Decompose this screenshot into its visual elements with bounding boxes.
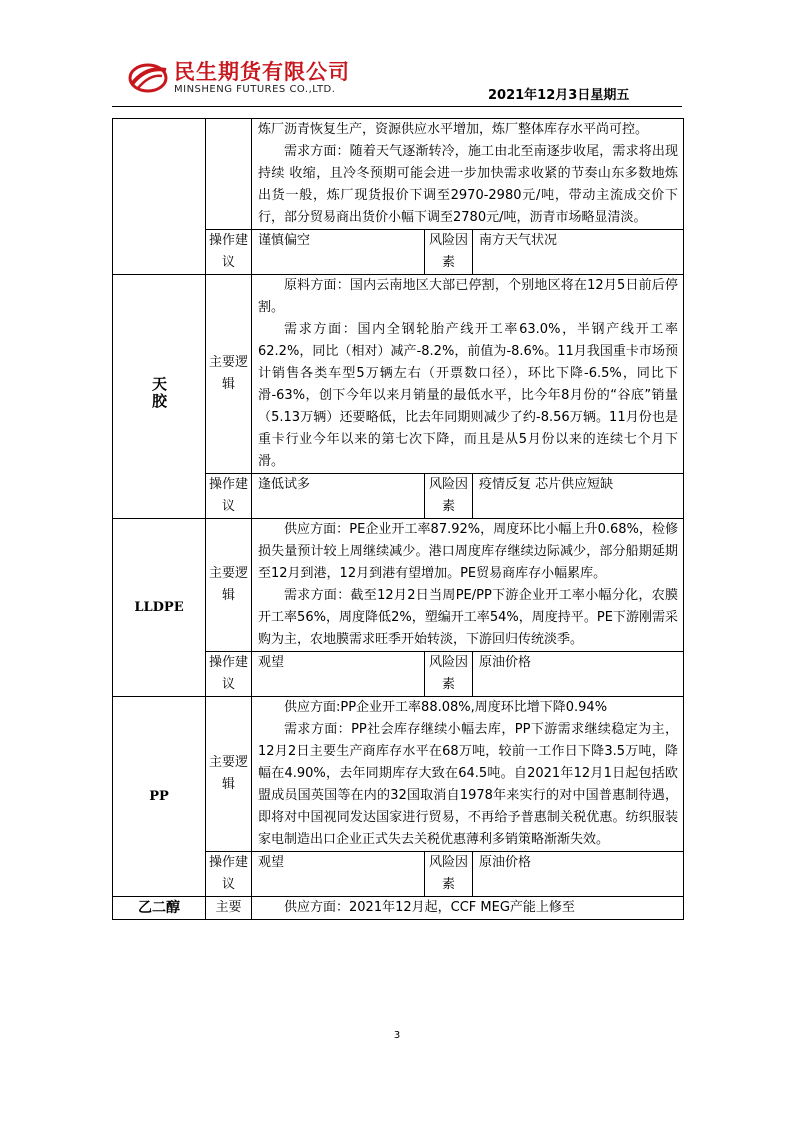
risk-value: 南方天气状况 — [473, 230, 684, 275]
rubber-logic-text — [252, 275, 684, 474]
op-label: 操作建议 — [206, 852, 252, 897]
commodity-table — [112, 118, 684, 920]
commodity-name: 乙二醇 — [113, 897, 206, 920]
lldpe-logic-text — [252, 519, 684, 652]
logic-label: 主要逻辑 — [206, 519, 252, 652]
table-row — [113, 119, 684, 230]
op-label: 操作建议 — [206, 474, 252, 519]
op-value: 谨慎偏空 — [252, 230, 425, 275]
logic-label: 主要逻辑 — [206, 275, 252, 474]
paragraph: 供应方面：PE企业开工率87.92%，周度环比小幅上升0.68%，检修损失量预计较上周继续减少。港口周度库存继续边际减少，部分船期延期至12月到港，12月到港有望增加。PE贸易商库存小幅累库。 — [258, 522, 678, 581]
commodity-cell-empty — [113, 119, 206, 275]
pp-logic-text — [252, 697, 684, 852]
report-date: 2021年12月3日星期五 — [488, 88, 630, 103]
company-name-cn: 民生期货有限公司 — [174, 60, 350, 84]
paragraph: 需求方面：国内全钢轮胎产线开工率63.0%，半钢产线开工率62.2%，同比（相对）减产-8.2%，前值为-8.6%。11月我国重卡市场预计销售各类车型5万辆左右（开票数口径），环比下降-6.5%，同比下滑-63%，创下今年以来月销量的最低水平，比今年8月份的“谷底”销量（5.13万辆）还要略低，比去年同期则减少了约-8.56万辆。11月份也是重卡行业今年以来的第七次下降，而且是从5月份以来的连续七个月下滑。 — [258, 322, 678, 469]
company-logo — [128, 56, 368, 102]
commodity-name: PP — [113, 697, 206, 897]
table-row — [113, 697, 684, 852]
op-value: 观望 — [252, 652, 425, 697]
op-label: 操作建议 — [206, 652, 252, 697]
commodity-name-text: 天胶 — [150, 375, 168, 410]
op-value: 逢低试多 — [252, 474, 425, 519]
risk-label: 风险因素 — [425, 652, 473, 697]
paragraph: 供应方面：2021年12月起，CCF MEG产能上修至 — [284, 900, 575, 915]
paragraph: 原料方面：国内云南地区大部已停割，个别地区将在12月5日前后停割。 — [258, 278, 678, 315]
table-row — [113, 275, 684, 474]
paragraph: 供应方面:PP企业开工率88.08%,周度环比增下降0.94% — [284, 700, 608, 715]
meg-logic-text — [252, 897, 684, 920]
minsheng-logo-icon — [128, 60, 168, 94]
risk-value: 原油价格 — [473, 652, 684, 697]
paragraph: 需求方面：PP社会库存继续小幅去库，PP下游需求继续稳定为主，12月2日主要生产商库存水平在68万吨，较前一工作日下降3.5万吨，降幅在4.90%，去年同期库存大致在64.5吨。自2021年12月1日起包括欧盟成员国英国等在内的32国取消自1978年来实行的对中国普惠制待遇，即将对中国视同发达国家进行贸易，不再给予普惠制关税优惠。纺织服装家电制造出口企业正式失去关税优惠薄利多销策略渐渐失效。 — [258, 722, 678, 847]
page-number: 3 — [393, 1030, 401, 1041]
risk-label: 风险因素 — [425, 852, 473, 897]
op-value: 观望 — [252, 852, 425, 897]
risk-value: 疫情反复 芯片供应短缺 — [473, 474, 684, 519]
logic-label-empty — [206, 119, 252, 230]
table-row — [113, 897, 684, 920]
asphalt-logic-text — [252, 119, 684, 230]
commodity-name — [113, 275, 206, 519]
company-name-en: MINSHENG FUTURES CO.,LTD. — [174, 84, 336, 95]
paragraph: 需求方面：截至12月2日当周PE/PP下游企业开工率小幅分化，农膜开工率56%，周度降低2%，塑编开工率54%，周度持平。PE下游刚需采购为主，农地膜需求旺季开始转淡，下游回归传统淡季。 — [258, 588, 678, 647]
logic-label: 主要逻辑 — [206, 697, 252, 852]
logic-label: 主要 — [206, 897, 252, 920]
op-label: 操作建议 — [206, 230, 252, 275]
risk-label: 风险因素 — [425, 230, 473, 275]
risk-label: 风险因素 — [425, 474, 473, 519]
header-rule — [112, 106, 682, 107]
commodity-name: LLDPE — [113, 519, 206, 697]
table-row — [113, 519, 684, 652]
paragraph: 炼厂沥青恢复生产，资源供应水平增加，炼厂整体库存水平尚可控。 — [258, 122, 649, 137]
risk-value: 原油价格 — [473, 852, 684, 897]
paragraph: 需求方面：随着天气逐渐转冷，施工由北至南逐步收尾，需求将出现持续 收缩，且冷冬预期可能会进一步加快需求收紧的节奏山东多数地炼出货一般，炼厂现货报价下调至2970-2980元/吨，带动主流成交价下行，部分贸易商出货价小幅下调至2780元/吨，沥青市场略显清淡。 — [258, 144, 678, 225]
